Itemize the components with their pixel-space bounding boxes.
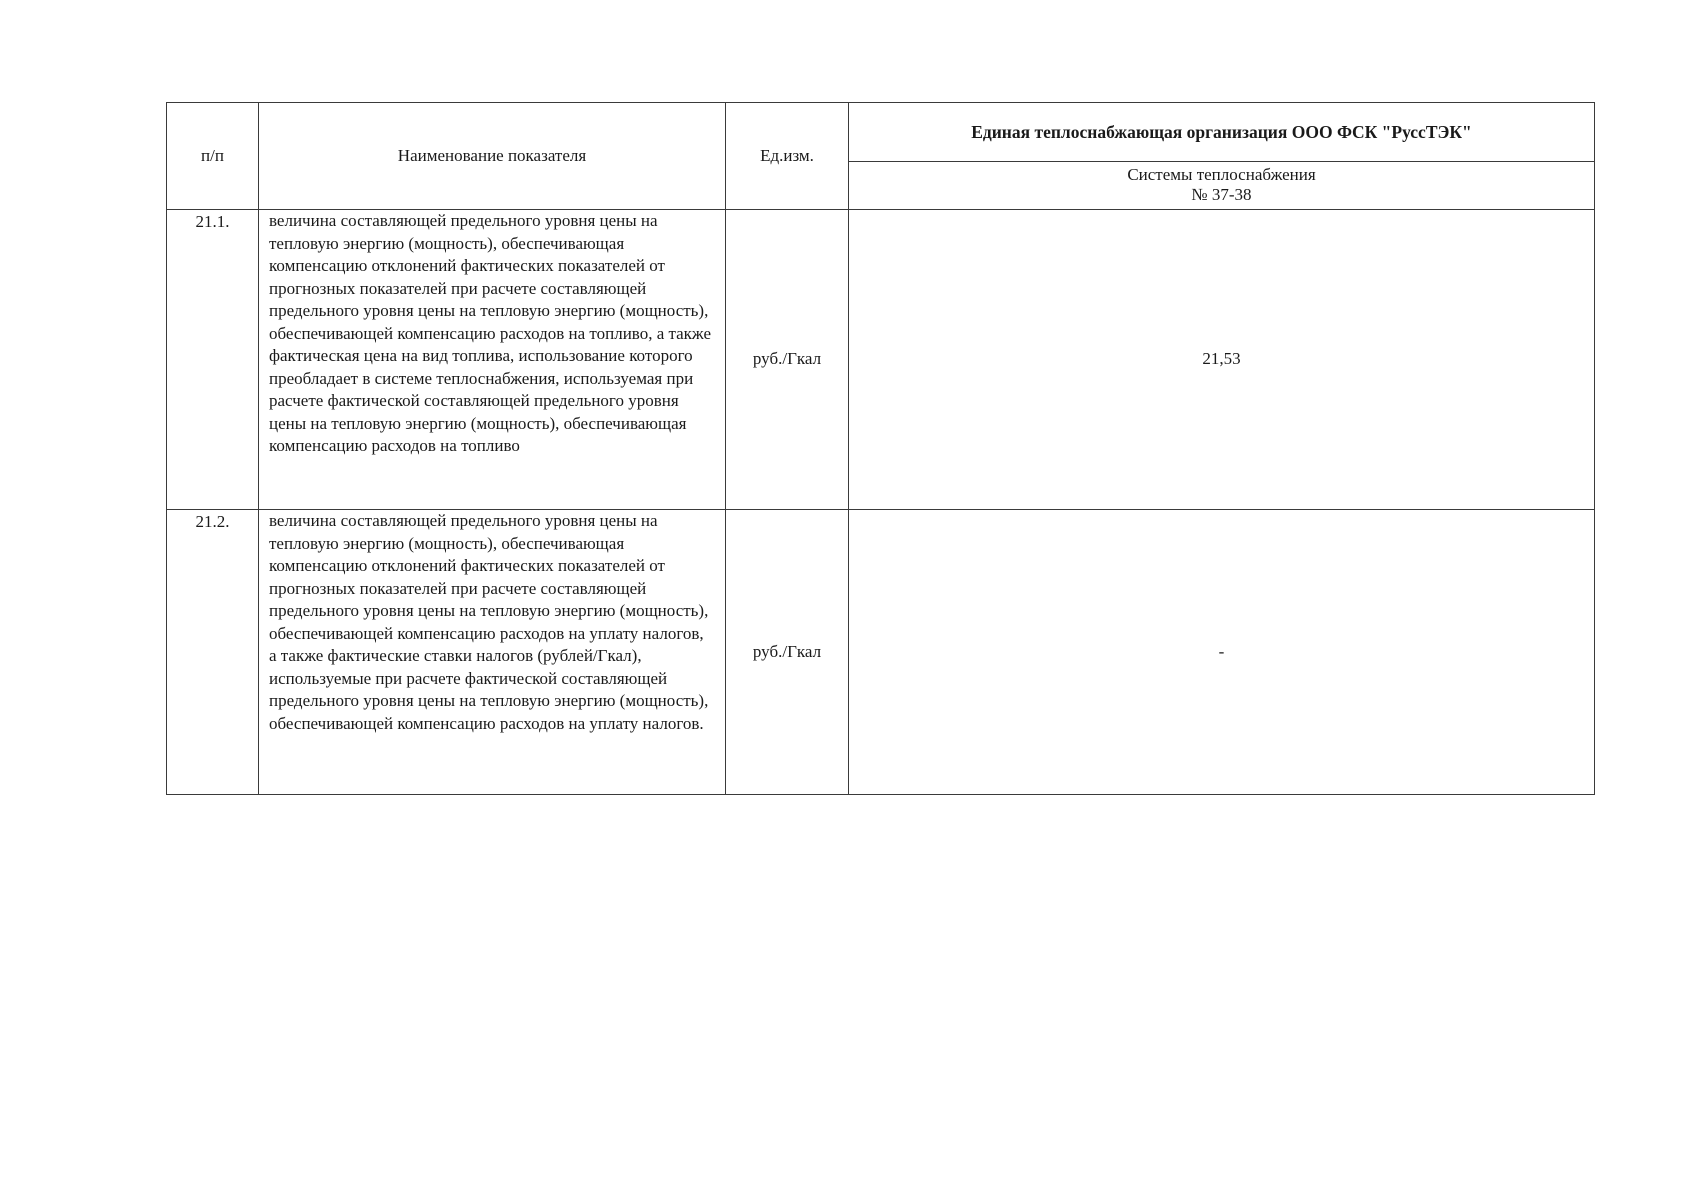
header-systems-line2: № 37-38 (1191, 185, 1252, 204)
row-name: величина составляющей предельного уровня цены на тепловую энергию (мощность), обеспечивающая компенсацию отклонений фактических показателей от прогнозных показателей при расчете составляющей предельного уровня цены на тепловую энергию (мощность), обеспечивающей компенсацию расходов на топливо, а также фактическая цена на вид топлива, использование которого преобладает в системе теплоснабжения, используемая при расчете фактической составляющей предельного уровня цены на тепловую энергию (мощность), обеспечивающая компенсацию расходов на топливо (259, 210, 726, 510)
header-number: п/п (167, 103, 259, 210)
header-systems-line1: Системы теплоснабжения (1127, 165, 1316, 184)
header-row (167, 103, 1595, 162)
table-row (167, 210, 1595, 510)
header-organization: Единая теплоснабжающая организация ООО ФСК "РуссТЭК" (849, 103, 1595, 162)
table-row (167, 510, 1595, 795)
row-number: 21.1. (167, 210, 259, 510)
header-unit: Ед.изм. (726, 103, 849, 210)
row-value: 21,53 (849, 210, 1595, 510)
row-unit: руб./Гкал (726, 210, 849, 510)
row-number: 21.2. (167, 510, 259, 795)
header-systems (849, 162, 1595, 210)
header-name: Наименование показателя (259, 103, 726, 210)
row-unit: руб./Гкал (726, 510, 849, 795)
row-name: величина составляющей предельного уровня цены на тепловую энергию (мощность), обеспечивающая компенсацию отклонений фактических показателей от прогнозных показателей при расчете составляющей предельного уровня цены на тепловую энергию (мощность), обеспечивающей компенсацию расходов на уплату налогов, а также фактические ставки налогов (рублей/Гкал), используемые при расчете фактической составляющей предельного уровня цены на тепловую энергию (мощность), обеспечивающей компенсацию расходов на уплату налогов. (259, 510, 726, 795)
tariff-table (166, 102, 1595, 795)
row-value: - (849, 510, 1595, 795)
